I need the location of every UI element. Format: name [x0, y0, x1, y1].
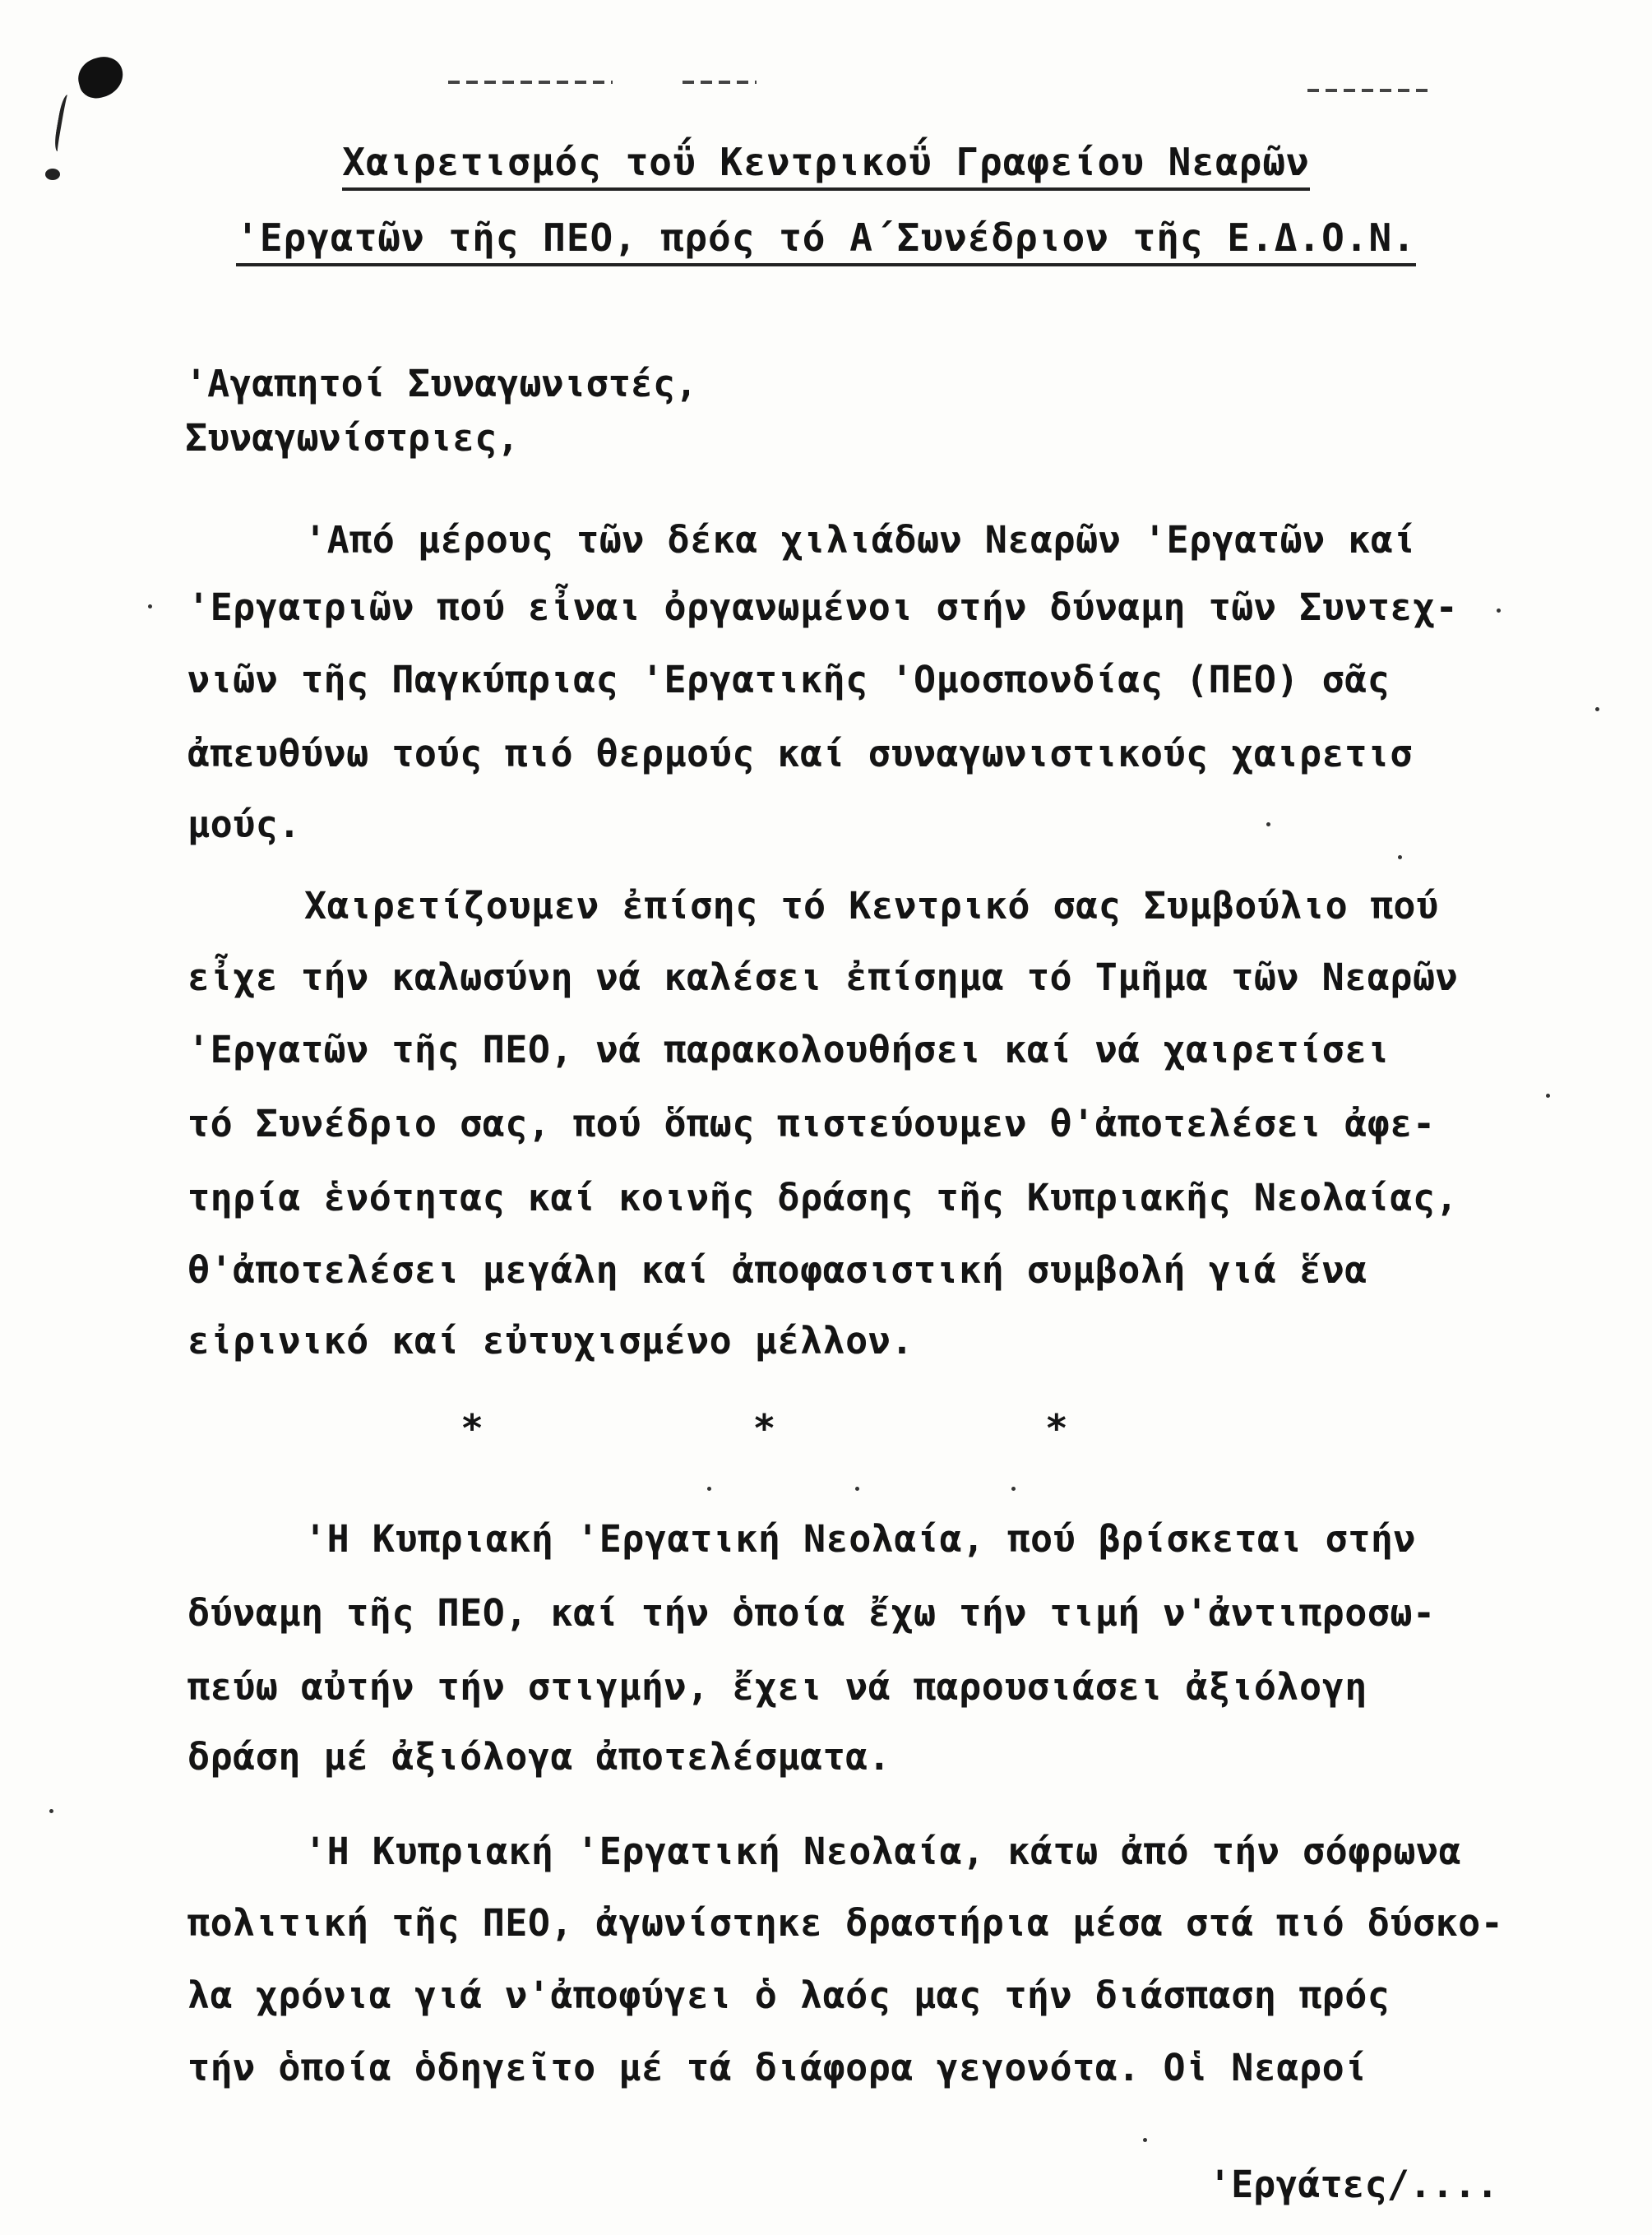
salutation-line-1: 'Αγαπητοί Συναγωνιστές,	[185, 362, 698, 405]
paragraph-1-line: 'Από μέρους τῶν δέκα χιλιάδων Νεαρῶν 'Εργατῶν καί	[304, 518, 1417, 562]
title-line-2	[0, 215, 1652, 260]
scan-speck	[1497, 608, 1501, 613]
scan-speck	[1143, 2138, 1147, 2142]
paragraph-2-line: Χαιρετίζουμεν ἐπίσης τό Κεντρικό σας Συμβούλιο πού	[304, 884, 1439, 928]
scan-speck	[707, 1487, 711, 1491]
paragraph-2-line: 'Εργατῶν τῆς ΠΕΟ, νά παρακολουθήσει καί νά χαιρετίσει	[187, 1028, 1391, 1071]
scan-artifact-dash	[1307, 89, 1431, 92]
scan-artifact-dash	[683, 81, 757, 84]
paragraph-4-line: τήν ὁποία ὁδηγεῖτο μέ τά διάφορα γεγονότα. Οἱ Νεαροί	[187, 2046, 1367, 2089]
scan-speck	[1011, 1487, 1016, 1491]
paragraph-1-line: ἀπευθύνω τούς πιό θερμούς καί συναγωνιστικούς χαιρετισ	[187, 732, 1413, 775]
scan-speck	[1398, 855, 1402, 859]
scan-artifact-dash	[448, 81, 613, 84]
paragraph-1-line: νιῶν τῆς Παγκύπριας 'Εργατικῆς 'Ομοσπονδίας (ΠΕΟ) σᾶς	[187, 658, 1391, 701]
paragraph-3-line: 'Η Κυπριακή 'Εργατική Νεολαία, πού βρίσκεται στήν	[304, 1517, 1417, 1561]
paragraph-3-line: δράση μέ ἀξιόλογα ἀποτελέσματα.	[187, 1735, 891, 1779]
paragraph-4-line: 'Η Κυπριακή 'Εργατική Νεολαία, κάτω ἀπό τήν σόφρωνα	[304, 1830, 1462, 1873]
paragraph-4-line: πολιτική τῆς ΠΕΟ, ἀγωνίστηκε δραστήρια μέσα στά πιό δύσκο-	[187, 1901, 1504, 1945]
section-separator: * * *	[460, 1406, 1192, 1451]
title-text-2: 'Εργατῶν τῆς ΠΕΟ, πρός τό Α΄Συνέδριον τῆς Ε.Δ.Ο.Ν.	[236, 215, 1416, 266]
catchword: 'Εργάτες/....	[1209, 2163, 1499, 2206]
scan-speck	[1266, 822, 1270, 826]
title-text-1: Χαιρετισμός τοΰ Κεντρικοΰ Γραφείου Νεαρῶν	[342, 140, 1309, 191]
paragraph-4-line: λα χρόνια γιά ν'ἀποφύγει ὁ λαός μας τήν διάσπαση πρός	[187, 1974, 1391, 2017]
paragraph-2-line: τό Συνέδριο σας, πού ὅπως πιστεύουμεν θ'ἀποτελέσει ἀφε-	[187, 1102, 1436, 1145]
paragraph-3-line: δύναμη τῆς ΠΕΟ, καί τήν ὁποία ἔχω τήν τιμή ν'ἀντιπροσω-	[187, 1591, 1436, 1635]
scan-speck	[148, 604, 152, 608]
ink-blot	[74, 53, 128, 103]
paragraph-2-line: εἰρινικό καί εὐτυχισμένο μέλλον.	[187, 1319, 914, 1363]
scan-speck	[1595, 707, 1599, 711]
paragraph-3-line: πεύω αὐτήν τήν στιγμήν, ἔχει νά παρουσιάσει ἀξιόλογη	[187, 1665, 1367, 1709]
paragraph-2-line: τηρία ἑνότητας καί κοινῆς δράσης τῆς Κυπριακῆς Νεολαίας,	[187, 1176, 1459, 1219]
paragraph-2-line: εἶχε τήν καλωσύνη νά καλέσει ἐπίσημα τό Τμῆμα τῶν Νεαρῶν	[187, 956, 1459, 999]
paragraph-1-line: μούς.	[187, 803, 301, 846]
paragraph-2-line: θ'ἀποτελέσει μεγάλη καί ἀποφασιστική συμβολή γιά ἕνα	[187, 1248, 1367, 1292]
title-line-1	[0, 140, 1652, 184]
salutation-line-2: Συναγωνίστριες,	[185, 416, 520, 460]
paragraph-1-line: 'Εργατριῶν πού εἶναι ὀργανωμένοι στήν δύναμη τῶν Συντεχ-	[187, 585, 1459, 629]
scan-speck	[1546, 1094, 1550, 1098]
scan-speck	[855, 1487, 859, 1491]
scan-speck	[49, 1809, 53, 1813]
